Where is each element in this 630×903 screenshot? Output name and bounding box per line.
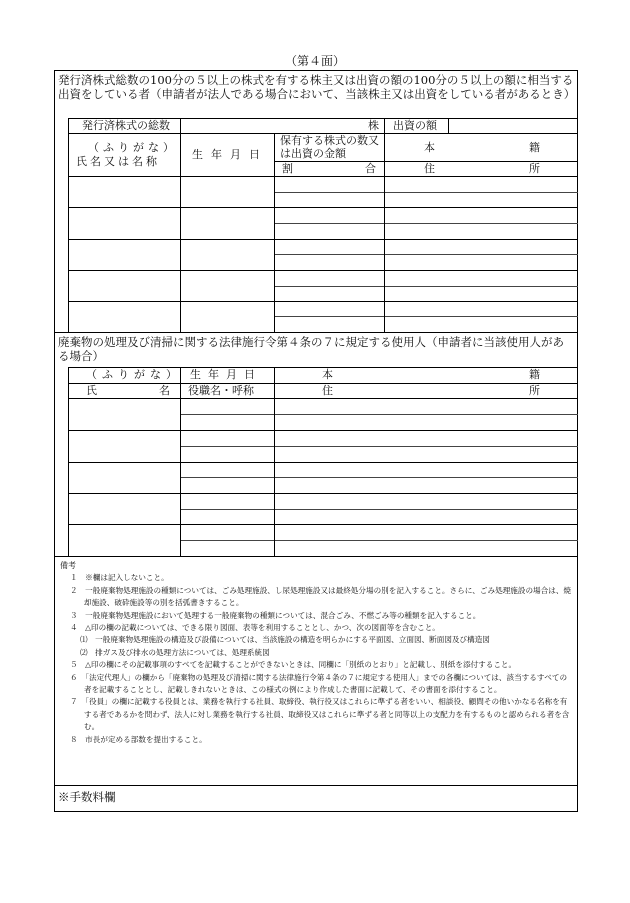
note-item: ２ 一般廃棄物処理施設の種類については、ごみ処理施設、し尿処理施設又は最終処分場の別を記入すること。さらに、ごみ処理施設の場合は、焼却施設、破砕施設等の別を括弧書きすること。	[70, 585, 572, 608]
notes-title: 備考	[60, 561, 76, 570]
s1-name-label: 氏名又は名称	[76, 155, 160, 168]
note-item: ７ 「役員」の欄に記載する役員とは、業務を執行する社員、取締役、執行役又はこれらに準ずる者をいい、相談役、顧問その他いかなる名称を有する者であるかを問わず、法人に対し業務を執行する社員、取締役又はこれらに準ずる者と同等以上の支配力を有するものと認められる者を含む。	[70, 697, 570, 732]
s1-birth-label: 生年月日	[192, 148, 268, 161]
holdings-label: 保有する株式の数又は出資の金額	[280, 134, 379, 160]
s2-domicile-label	[322, 368, 540, 381]
s2-domicile-label-2: 籍	[529, 368, 540, 381]
s2-sub-line	[180, 414, 578, 415]
s1-col-line	[448, 118, 449, 133]
note-subitem: ⑵ 排ガス及び排水の処理方法については、処理系統図	[80, 647, 270, 657]
s1-domicile-label	[424, 141, 540, 154]
note-item: ５ △印の欄にその記載事項のすべてを記載することができないときは、同欄に「別紙のとおり」と記載し、別紙を添付すること。	[70, 660, 517, 670]
s2-sub-line	[180, 477, 578, 478]
note-item: ６ 「法定代理人」の欄から「廃棄物の処理及び清掃に関する法律施行令第４条の７に規定する使用人」までの各欄については、該当するすべての者を記載することとし、記載しきれないときは、この様式の例により作成した書面に記載して、その書面を添付すること。	[70, 672, 568, 695]
s1-domicile-label-2: 籍	[529, 141, 540, 154]
s2-furigana-label: （ふりがな）	[86, 368, 182, 381]
note-item: ４ △印の欄の記載については、できる限り図面、表等を利用することとし、かつ、次の図面等を含むこと。	[70, 623, 440, 633]
shares-unit: 株	[368, 119, 379, 132]
s1-group-line	[68, 301, 578, 302]
note-item: ３ 一般廃棄物処理施設において処理する一般廃棄物の種類については、混合ごみ、不燃ごみ等の種類を記入すること。	[70, 610, 481, 620]
s2-address-label	[322, 384, 540, 397]
note-item: １ ※欄は記入しないこと。	[70, 573, 169, 583]
s1-sub-line	[274, 192, 578, 193]
s1-group-line	[68, 239, 578, 240]
s2-sub-line	[180, 446, 578, 447]
s2-line-data	[68, 398, 578, 399]
total-shares-label: 発行済株式の総数	[82, 119, 170, 132]
s2-col-line	[274, 367, 275, 556]
s2-address-label-1: 住	[322, 384, 333, 397]
s2-group-line	[68, 430, 578, 431]
s1-address-label-1: 住	[424, 162, 435, 175]
s1-furigana-label: （ふりがな）	[88, 141, 178, 154]
s1-col-line	[384, 133, 385, 332]
s1-col-line	[384, 118, 385, 133]
s1-group-line	[68, 270, 578, 271]
s2-name-label-1: 氏	[86, 384, 97, 397]
ratio-label-2: 合	[365, 162, 376, 175]
ratio-label-1: 割	[282, 162, 293, 175]
s2-group-line	[68, 524, 578, 525]
section1-heading: 発行済株式総数の100分の５以上の株式を有する株主又は出資の額の100分の５以上の額に相当する出資をしている者（申請者が法人である場合において、当該株主又は出資をしている者があるとき）	[58, 73, 576, 101]
notes-block	[60, 560, 572, 746]
s1-col-line	[274, 133, 275, 332]
s1-line-data	[68, 176, 578, 177]
s1-address-label-2: 所	[529, 162, 540, 175]
fee-line	[54, 785, 578, 786]
section2-bottom-line	[54, 556, 578, 557]
s1-sub-line	[274, 223, 578, 224]
ratio-label	[282, 162, 376, 175]
s2-group-line	[68, 493, 578, 494]
s2-address-label-2: 所	[529, 384, 540, 397]
note-item: ８ 市長が定める部数を提出すること。	[70, 734, 207, 744]
s2-left-line	[68, 367, 69, 556]
s2-title-label: 役職名・呼称	[188, 384, 254, 397]
s2-col-line	[180, 367, 181, 556]
section1-bottom-line	[54, 332, 578, 333]
s1-sub-line	[274, 286, 578, 287]
s1-left-line	[68, 118, 69, 332]
page-title: （第４面）	[284, 54, 345, 68]
section2-heading: 廃棄物の処理及び清掃に関する法律施行令第４条の７に規定する使用人（申請者に当該使用人がある場合）	[58, 335, 564, 363]
fee-label: ※手数料欄	[58, 790, 116, 804]
s2-domicile-label-1: 本	[322, 368, 333, 381]
s1-sub-line	[274, 316, 578, 317]
s1-group-line	[68, 207, 578, 208]
s2-name-label	[86, 384, 170, 397]
s2-group-line	[68, 462, 578, 463]
s1-domicile-label-1: 本	[424, 141, 435, 154]
s1-sub-line	[274, 254, 578, 255]
capital-label: 出資の額	[393, 119, 437, 132]
s2-sub-line	[180, 540, 578, 541]
s1-col-line	[180, 118, 181, 332]
s2-sub-line	[180, 509, 578, 510]
s2-birth-label: 生年月日	[190, 368, 262, 381]
note-subitem: ⑴ 一般廃棄物処理施設の構造及び設備については、当該施設の構造を明らかにする平面図、立面図、断面図及び構造図	[80, 635, 490, 645]
s1-address-label	[424, 162, 540, 175]
s2-name-label-2: 名	[159, 384, 170, 397]
